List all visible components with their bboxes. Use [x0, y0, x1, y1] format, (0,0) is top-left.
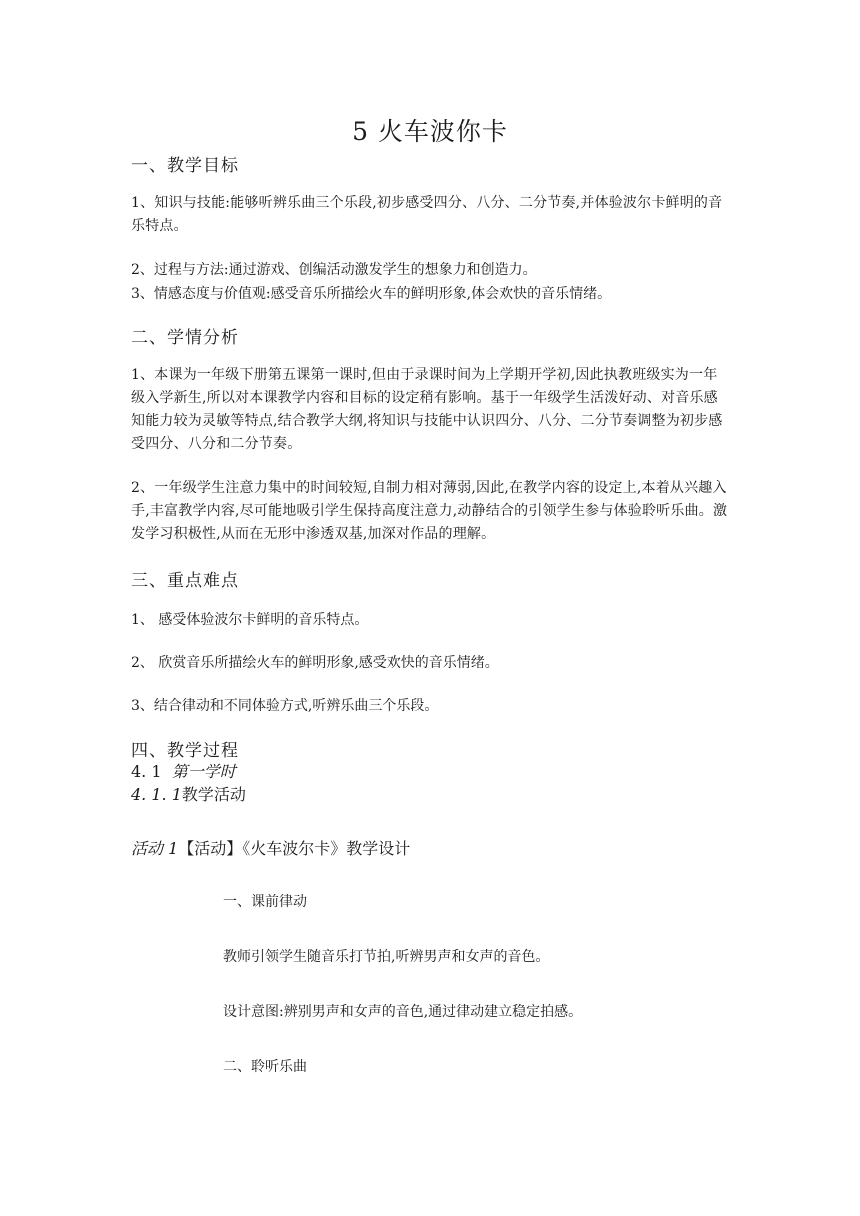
- subsection-number: 4. 1. 1: [131, 785, 182, 804]
- subsection-label: 第一学时: [171, 762, 236, 781]
- subsection-label: 教学活动: [181, 785, 246, 804]
- subsection-teaching-activity: [131, 782, 246, 805]
- section-heading-key-points: 三、重点难点: [131, 571, 239, 591]
- subsection-first-period: [131, 759, 236, 782]
- step-listen-music: 二、聆听乐曲: [223, 1059, 307, 1075]
- step-pre-class-intent: 设计意图:辨别男声和女声的音色,通过律动建立稳定拍感。: [223, 1004, 583, 1020]
- activity-heading: [131, 836, 410, 859]
- analysis-paragraph-2: 2、一年级学生注意力集中的时间较短,自制力相对薄弱,因此,在教学内容的设定上,本着从兴趣入手,丰富教学内容,尽可能地吸引学生保持高度注意力,动静结合的引领学生参与体验聆听乐曲。激发学习积极性,从而在无形中渗透双基,加深对作品的理解。: [131, 480, 728, 542]
- section-heading-student-analysis: 二、学情分析: [131, 328, 239, 348]
- goal-process-methods: 2、过程与方法:通过游戏、创编活动激发学生的想象力和创造力。: [131, 262, 537, 278]
- key-point-3: 3、结合律动和不同体验方式,听辨乐曲三个乐段。: [131, 698, 439, 714]
- activity-title: 【活动】《火车波尔卡》教学设计: [178, 839, 411, 858]
- subsection-number: 4. 1: [131, 762, 162, 781]
- step-pre-class-description: 教师引领学生随音乐打节拍,听辨男声和女声的音色。: [223, 949, 550, 965]
- section-heading-teaching-goals: 一、教学目标: [131, 156, 239, 176]
- section-heading-teaching-process: 四、教学过程: [131, 741, 239, 761]
- document-title: 5 火车波你卡: [352, 117, 508, 146]
- key-point-1: 1、 感受体验波尔卡鲜明的音乐特点。: [131, 612, 369, 628]
- step-pre-class-rhythm: 一、课前律动: [223, 894, 307, 910]
- activity-prefix: 活动 1: [131, 839, 179, 858]
- goal-attitude-values: 3、情感态度与价值观:感受音乐所描绘火车的鲜明形象,体会欢快的音乐情绪。: [131, 286, 612, 302]
- goal-knowledge-skills: 1、知识与技能:能够听辨乐曲三个乐段,初步感受四分、八分、二分节奏,并体验波尔卡鲜明的音乐特点。: [131, 195, 723, 234]
- key-point-2: 2、 欣赏音乐所描绘火车的鲜明形象,感受欢快的音乐情绪。: [131, 655, 499, 671]
- analysis-paragraph-1: 1、本课为一年级下册第五课第一课时,但由于录课时间为上学期开学初,因此执教班级实为一年级入学新生,所以对本课教学内容和目标的设定稍有影响。基于一年级学生活泼好动、对音乐感知能力较为灵敏等特点,结合教学大纲,将知识与技能中认识四分、八分、二分节奏调整为初步感受四分、八分和二分节奏。: [131, 367, 723, 452]
